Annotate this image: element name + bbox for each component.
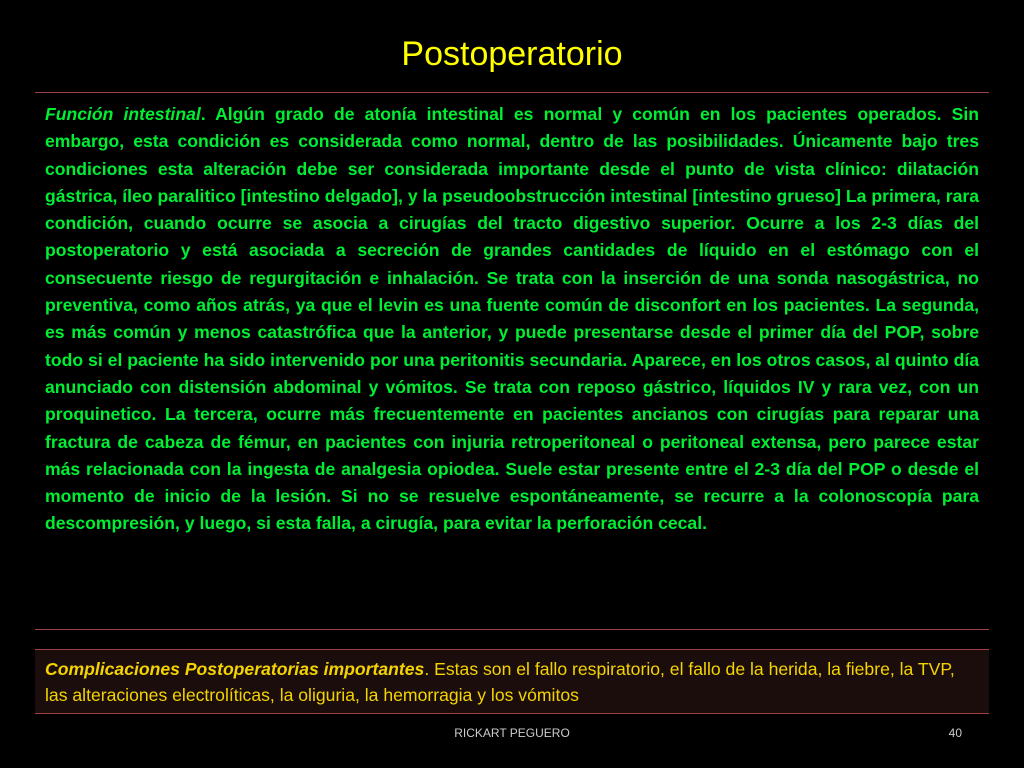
main-paragraph xyxy=(45,101,979,538)
main-paragraph-lead: Función intestinal xyxy=(45,104,201,124)
complications-paragraph xyxy=(45,656,979,708)
complications-box xyxy=(35,649,989,714)
complications-lead: Complicaciones Postoperatorias importantes xyxy=(45,659,425,679)
footer-author: RICKART PEGUERO xyxy=(454,726,570,740)
main-paragraph-body: . Algún grado de atonía intestinal es normal y común en los pacientes operados. Sin embargo, esta condición es considerada como normal, dentro de las posibilidades. Únicamente bajo tres condiciones esta alteración debe ser considerada importante desde el punto de vista clínico: dilatación gástrica, íleo paralitico [intestino delgado], y la pseudoobstrucción intestinal [intestino grueso] La primera, rara condición, cuando ocurre se asocia a cirugías del tracto digestivo superior. Ocurre a los 2-3 días del postoperatorio y está asociada a secreción de grandes cantidades de líquido en el estómago con el consecuente riesgo de regurgitación e inhalación. Se trata con la inserción de una sonda nasogástrica, no preventiva, como años atrás, ya que el levin es una fuente común de disconfort en los pacientes. La segunda, es más común y menos catastrófica que la anterior, y puede presentarse desde el primer día del POP, sobre todo si el paciente ha sido intervenido por una peritonitis secundaria. Aparece, en los otros casos, al quinto día anunciado con distensión abdominal y vómitos. Se trata con reposo gástrico, líquidos IV y rara vez, con un proquinetico. La tercera, ocurre más frecuentemente en pacientes ancianos con cirugías para reparar una fractura de cabeza de fémur, en pacientes con injuria retroperitoneal o peritoneal extensa, pero parece estar más relacionada con la ingesta de analgesia opiodea. Suele estar presente entre el 2-3 día del POP o desde el momento de inicio de la lesión. Si no se resuelve espontáneamente, se recurre a la colonoscopía para descompresión, y luego, si esta falla, a cirugía, para evitar la perforación cecal. xyxy=(45,104,979,534)
slide-number: 40 xyxy=(948,726,962,740)
slide-title: Postoperatorio xyxy=(401,35,623,73)
main-content-box xyxy=(35,92,989,630)
complications-body: . Estas son el fallo respiratorio, el fallo de la herida, la fiebre, la TVP, las alteraciones electrolíticas, la oliguria, la hemorragia y los vómitos xyxy=(45,659,955,705)
